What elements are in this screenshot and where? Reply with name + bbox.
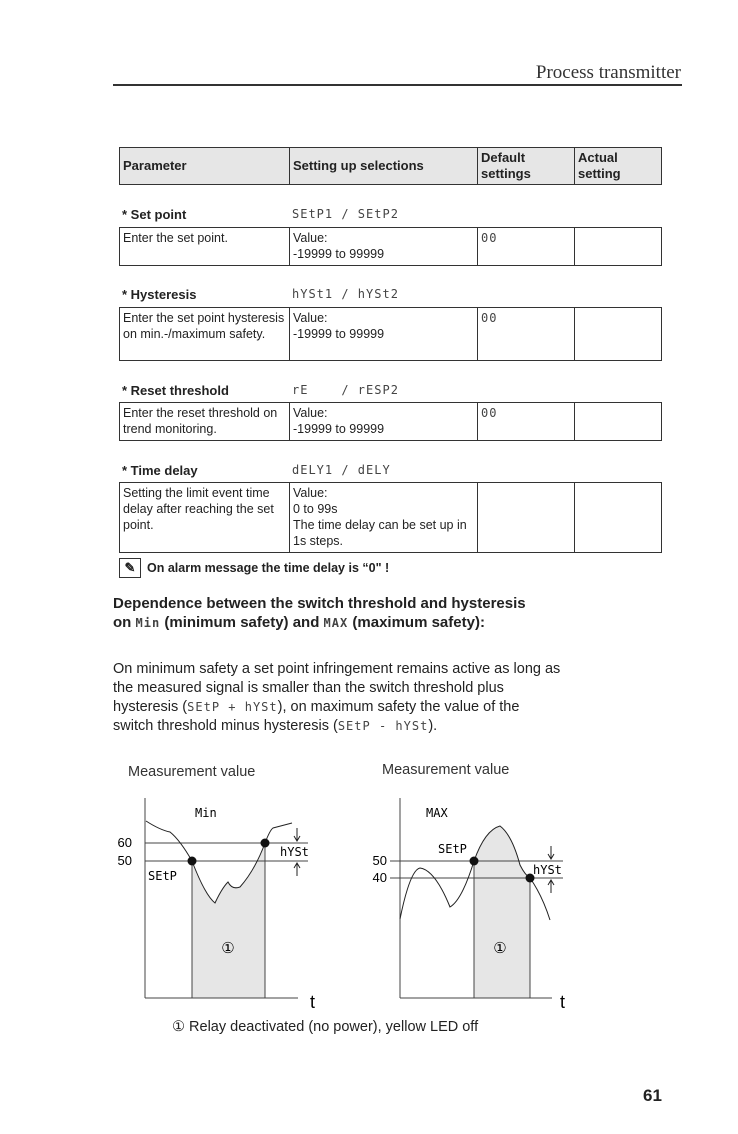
parameter-table-header (119, 147, 662, 185)
value-line: Value: (293, 486, 328, 500)
section-table (119, 402, 662, 441)
section-label: * Set point (122, 207, 187, 222)
value-line: -19999 to 99999 (293, 327, 385, 341)
section-table (119, 482, 662, 553)
col-default: Default settings (478, 148, 575, 185)
pencil-note-icon: ✎ (119, 558, 141, 578)
actual-cell (575, 308, 662, 361)
tick-40: 40 (372, 870, 387, 885)
value-cell (290, 403, 478, 441)
hyst-label: hYSt (280, 845, 309, 859)
t-label: t (310, 992, 316, 1012)
running-header: Process transmitter (535, 62, 681, 83)
mode-label: MAX (426, 806, 448, 820)
page-number: 61 (643, 1086, 662, 1105)
tick-50: 50 (117, 853, 132, 868)
value-line: -19999 to 99999 (293, 247, 385, 261)
header-rule (113, 84, 682, 86)
relay-marker: ① (493, 940, 507, 957)
col-parameter: Parameter (120, 148, 290, 185)
note-text: On alarm message the time delay is “0" ! (147, 561, 390, 575)
hyst-label: hYSt (533, 863, 562, 877)
relay-off-area (474, 826, 530, 998)
section-label: * Time delay (122, 463, 198, 478)
value-line: Value: (293, 406, 328, 420)
signal-curve (146, 821, 292, 903)
section-code: rE / rESP2 (292, 383, 399, 397)
right-y-label: Measurement value (382, 762, 510, 778)
section-table (119, 227, 662, 266)
figure-caption: ① Relay deactivated (no power), yellow LED off (172, 1019, 479, 1035)
value-line: Value: (293, 231, 328, 245)
default-cell: 00 (478, 228, 575, 266)
tick-60: 60 (117, 835, 132, 850)
setp-label: SEtP (148, 869, 177, 883)
default-cell: 00 (478, 308, 575, 361)
t-label: t (560, 992, 566, 1012)
max-diagram (373, 798, 565, 1012)
safety-diagrams (100, 780, 580, 1020)
default-cell (478, 483, 575, 553)
section-label: * Hysteresis (122, 287, 197, 302)
section-code: dELY1 / dELY (292, 463, 391, 477)
actual-cell (575, 228, 662, 266)
section-code: hYSt1 / hYSt2 (292, 287, 399, 301)
note (119, 558, 389, 578)
value-line: 0 to 99s (293, 502, 338, 516)
setp-label: SEtP (438, 842, 467, 856)
value-line: -19999 to 99999 (293, 422, 385, 436)
desc-cell: Enter the reset threshold on trend monitoring. (120, 403, 290, 441)
desc-cell: Setting the limit event time delay after reaching the set point. (120, 483, 290, 553)
relay-marker: ① (221, 940, 235, 957)
section-table (119, 307, 662, 361)
desc-cell: Enter the set point. (120, 228, 290, 266)
section-heading: Dependence between the switch threshold and hysteresis on Min (minimum safety) and MAX (maximum safety): (113, 595, 526, 631)
section-label: * Reset threshold (122, 383, 229, 398)
value-cell (290, 483, 478, 553)
value-line: The time delay can be set up in 1s steps. (293, 518, 467, 548)
mode-label: Min (195, 806, 217, 820)
value-cell (290, 228, 478, 266)
col-actual: Actual setting (575, 148, 662, 185)
desc-cell: Enter the set point hysteresis on min.-/maximum safety. (120, 308, 290, 361)
value-line: Value: (293, 311, 328, 325)
value-cell (290, 308, 478, 361)
col-setting: Setting up selections (290, 148, 478, 185)
body-paragraph: On minimum safety a set point infringement remains active as long as the measured signal is smaller than the switch threshold plus hysteresis (SEtP + hYSt), on maximum safety the value of the switch threshold minus hysteresis (SEtP - hYSt). (113, 661, 561, 734)
left-y-label: Measurement value (128, 764, 256, 780)
min-diagram (118, 798, 315, 1012)
tick-50: 50 (372, 853, 387, 868)
default-cell: 00 (478, 403, 575, 441)
section-code: SEtP1 / SEtP2 (292, 207, 399, 221)
actual-cell (575, 483, 662, 553)
actual-cell (575, 403, 662, 441)
